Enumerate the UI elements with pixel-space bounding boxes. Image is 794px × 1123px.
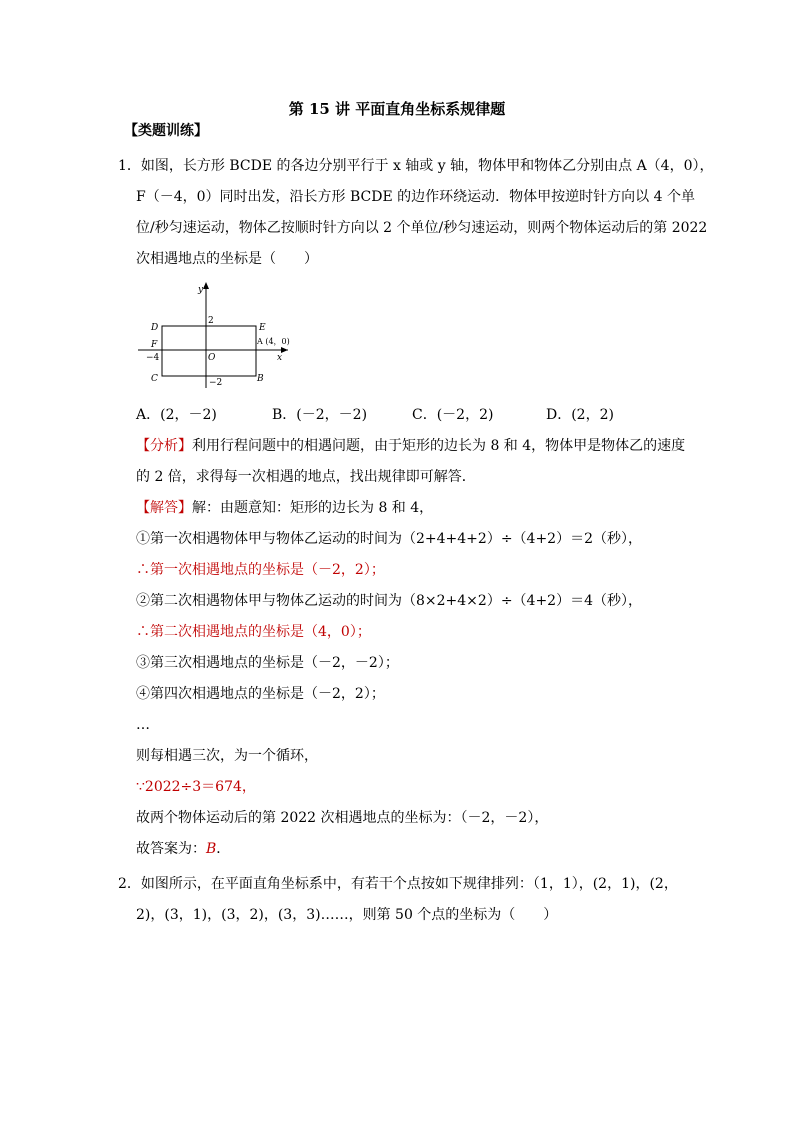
analysis-tag: 【分析】 (136, 438, 192, 454)
answer-suffix: ． (216, 841, 231, 857)
tick-label-2: 2 (208, 316, 214, 326)
option-d: D．(2，2) (546, 407, 614, 423)
q1-line-4: 次相遇地点的坐标是（ ） (136, 251, 318, 267)
q1-line-1: 1．如图，长方形 BCDE 的各边分别平行于 x 轴或 y 轴，物体甲和物体乙分别由点 A（4，0）， (118, 158, 714, 174)
solution-step-3: ③第三次相遇地点的坐标是（－2，－2）； (136, 655, 399, 671)
solution-step-1-result: ∴第一次相遇地点的坐标是（－2，2）； (136, 562, 385, 578)
solution-text-1: 解：由题意知：矩形的边长为 8 和 4， (192, 500, 434, 516)
label-b: B (257, 374, 264, 384)
analysis-text-1: 利用行程问题中的相遇问题，由于矩形的边长为 8 和 4，物体甲是物体乙的速度 (192, 438, 686, 454)
tick-label-neg4: −4 (146, 353, 160, 363)
q1-figure (138, 280, 298, 390)
q2-line-2: 2)，(3，1)，(3，2)，(3，3)……，则第 50 个点的坐标为（ ） (136, 907, 558, 923)
q1-line-3: 位/秒匀速运动，物体乙按顺时针方向以 2 个单位/秒匀速运动，则两个物体运动后的第 2022 (136, 220, 708, 236)
y-axis-arrow-icon (203, 282, 209, 289)
solution-step-4: ④第四次相遇地点的坐标是（－2，2）； (136, 686, 385, 702)
answer-prefix: 故答案为： (136, 841, 206, 857)
solution-result: 故两个物体运动后的第 2022 次相遇地点的坐标为：（－2，－2）， (136, 810, 549, 826)
answer-value: B (206, 841, 217, 857)
option-a: A．(2，－2) (136, 407, 217, 423)
label-x: x (277, 353, 283, 363)
solution-answer-line (136, 839, 230, 859)
label-e: E (259, 323, 266, 333)
tick-label-neg2: −2 (209, 378, 223, 388)
option-b: B．(－2，－2) (272, 407, 368, 423)
solution-step-2-result: ∴第二次相遇地点的坐标是（4，0）； (136, 624, 371, 640)
option-c: C．(－2，2) (412, 407, 494, 423)
solution-cycle: 则每相遇三次，为一个循环， (136, 748, 318, 764)
label-y: y (198, 285, 204, 295)
label-c: C (151, 374, 158, 384)
solution-step-1: ①第一次相遇物体甲与物体乙运动的时间为（2+4+4+2）÷（4+2）＝2（秒）， (136, 531, 643, 547)
label-f: F (151, 340, 158, 350)
section-heading: 【类题训练】 (124, 123, 208, 139)
analysis-line-1 (136, 436, 685, 456)
solution-dots: … (136, 717, 150, 733)
label-a: A (4，0) (257, 337, 290, 346)
q1-line-2: F（－4，0）同时出发，沿长方形 BCDE 的边作环绕运动．物体甲按逆时针方向以 4 个单 (136, 189, 695, 205)
q2-line-1: 2．如图所示，在平面直角坐标系中，有若干个点按如下规律排列：（1，1），(2，1)，(2， (118, 876, 678, 892)
label-d: D (151, 323, 159, 333)
solution-calc: ∵2022÷3＝674， (136, 779, 256, 795)
analysis-line-2: 的 2 倍，求得每一次相遇的地点，找出规律即可解答． (136, 469, 476, 485)
solution-tag: 【解答】 (136, 500, 192, 516)
label-origin: O (208, 353, 216, 363)
solution-step-2: ②第二次相遇物体甲与物体乙运动的时间为（8×2+4×2）÷（4+2）＝4（秒）， (136, 593, 643, 609)
rectangle-bcde (162, 326, 256, 376)
solution-line-1 (136, 498, 433, 518)
page-title: 第 15 讲 平面直角坐标系规律题 (288, 100, 506, 118)
